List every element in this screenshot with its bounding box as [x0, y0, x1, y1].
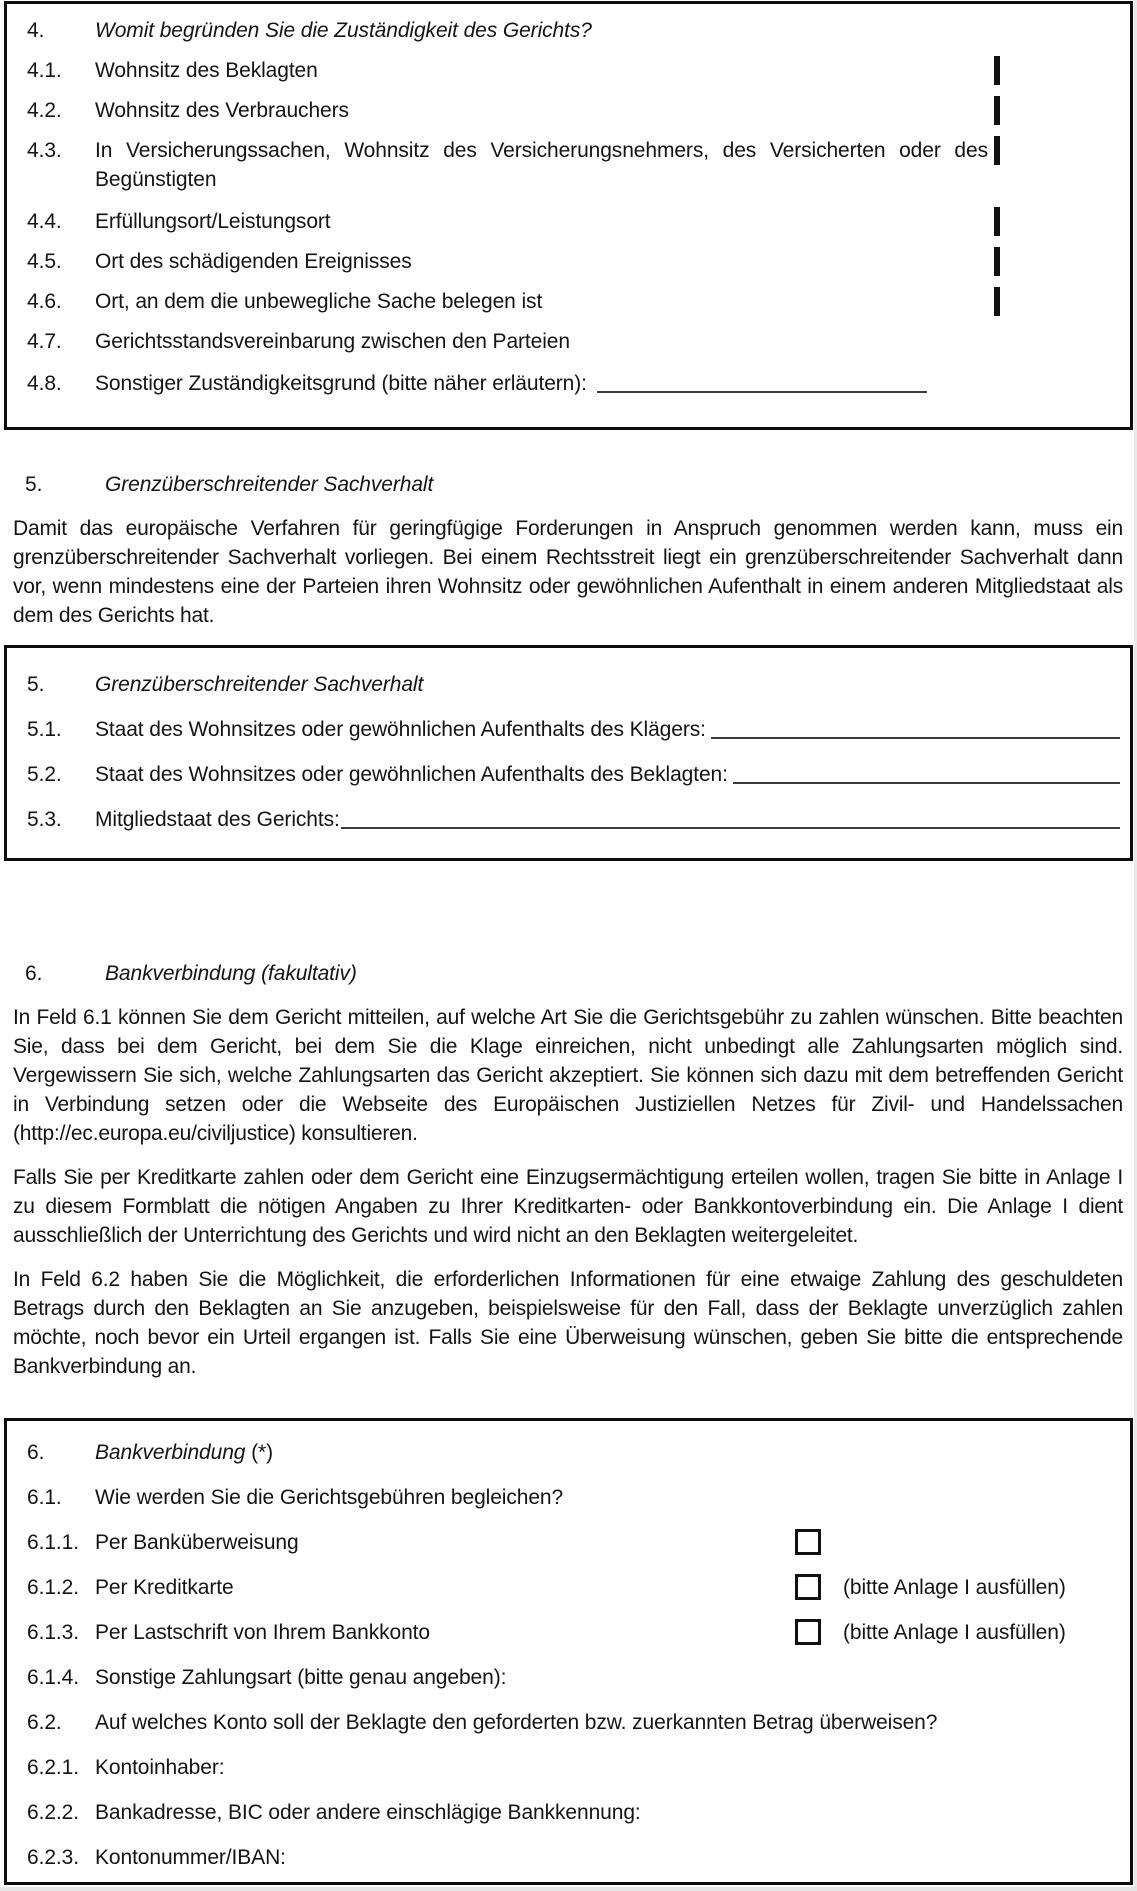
item-number: 4.8.	[27, 372, 62, 395]
row-5-1	[27, 715, 1120, 744]
item-annotation: (bitte Anlage I ausfüllen)	[843, 1576, 1066, 1599]
item-number: 5.3.	[27, 808, 62, 831]
row-6-1-1	[27, 1528, 1116, 1557]
section-4-number: 4.	[27, 19, 45, 42]
input-line-5-1[interactable]	[711, 737, 1120, 739]
row-6-2-1	[27, 1753, 1116, 1782]
row-6-2-3	[27, 1843, 1116, 1872]
item-label: Erfüllungsort/Leistungsort	[95, 210, 331, 233]
row-4-1	[27, 56, 1116, 85]
section-6-box-heading	[27, 1438, 1116, 1467]
section-4-heading	[27, 16, 1116, 45]
section-6-intro	[13, 959, 1123, 1381]
checkbox-4-6[interactable]	[994, 287, 1000, 316]
section-5-title: Grenzüberschreitender Sachverhalt	[105, 473, 434, 496]
item-label: Ort des schädigenden Ereignisses	[95, 250, 412, 273]
item-label: Kontoinhaber:	[95, 1756, 225, 1779]
item-number: 4.2.	[27, 99, 62, 122]
item-number: 4.7.	[27, 330, 62, 353]
row-6-1-4	[27, 1663, 1116, 1692]
item-label: Sonstiger Zuständigkeitsgrund (bitte näher erläutern):	[95, 372, 587, 395]
item-label: Sonstige Zahlungsart (bitte genau angeben):	[95, 1666, 507, 1689]
input-line-4-8[interactable]	[597, 391, 927, 393]
row-4-3	[27, 136, 1116, 194]
checkbox-4-5[interactable]	[994, 247, 1000, 276]
item-number: 4.1.	[27, 59, 62, 82]
section-5-box-title: Grenzüberschreitender Sachverhalt	[95, 673, 424, 696]
row-5-2	[27, 760, 1120, 789]
item-number: 6.1.1.	[27, 1531, 79, 1554]
row-6-1	[27, 1483, 1116, 1512]
checkbox-6-1-2[interactable]	[795, 1574, 821, 1600]
section-5-box-heading	[27, 670, 1120, 699]
section-4-title: Womit begründen Sie die Zuständigkeit des Gerichts?	[95, 19, 592, 42]
section-5-box-number: 5.	[27, 673, 45, 696]
item-label: Gerichtsstandsvereinbarung zwischen den Parteien	[95, 330, 570, 353]
item-label: Wohnsitz des Beklagten	[95, 59, 318, 82]
item-label: In Versicherungssachen, Wohnsitz des Versicherungsnehmers, des Versicherten oder des Begünstigten	[95, 139, 988, 191]
section-6-box-title-suffix: (*)	[251, 1441, 273, 1464]
row-6-2-2	[27, 1798, 1116, 1827]
section-6-paragraph-1: In Feld 6.1 können Sie dem Gericht mitteilen, auf welche Art Sie die Gerichtsgebühr zu zahlen wünschen. Bitte beachten Sie, dass bei dem Gericht, bei dem Sie die Klage einreichen, nicht unbedingt alle Zahlungsarten möglich sind. Vergewissern Sie sich, welche Zahlungsarten das Gericht akzeptiert. Sie können sich dazu mit dem betreffenden Gericht in Verbindung setzen oder die Webseite des Europäischen Justiziellen Netzes für Zivil- und Handelssachen (http://ec.europa.eu/civiljustice) konsultieren.	[13, 1006, 1123, 1145]
scan-edge-bottom	[0, 1887, 1137, 1891]
row-6-1-3	[27, 1618, 1116, 1647]
item-number: 5.2.	[27, 763, 62, 786]
item-number: 6.1.3.	[27, 1621, 79, 1644]
item-label: Auf welches Konto soll der Beklagte den geforderten bzw. zuerkannten Betrag überweisen?	[95, 1711, 938, 1734]
section-5-paragraph: Damit das europäische Verfahren für geringfügige Forderungen in Anspruch genommen werden kann, muss ein grenzüberschreitender Sachverhalt vorliegen. Bei einem Rechtsstreit liegt ein grenzüberschreitender Sachverhalt dann vor, wenn mindestens eine der Parteien ihren Wohnsitz oder gewöhnlichen Aufenthalt in einem anderen Mitgliedstaat als dem des Gerichts hat.	[13, 517, 1123, 627]
checkbox-4-4[interactable]	[994, 207, 1000, 236]
item-number: 4.3.	[27, 139, 62, 162]
item-number: 6.2.2.	[27, 1801, 79, 1824]
section-5-intro	[13, 470, 1123, 630]
item-label: Per Kreditkarte	[95, 1576, 234, 1599]
checkbox-6-1-1[interactable]	[795, 1529, 821, 1555]
item-annotation: (bitte Anlage I ausfüllen)	[843, 1621, 1066, 1644]
item-label: Bankadresse, BIC oder andere einschlägige Bankkennung:	[95, 1801, 641, 1824]
section-6-box	[4, 1418, 1133, 1885]
item-number: 4.5.	[27, 250, 62, 273]
row-6-2	[27, 1708, 1116, 1737]
item-label: Mitgliedstaat des Gerichts:	[95, 808, 340, 831]
row-4-7	[27, 327, 1116, 356]
section-6-box-number: 6.	[27, 1441, 45, 1464]
item-number: 4.4.	[27, 210, 62, 233]
item-number: 6.2.3.	[27, 1846, 79, 1869]
item-label: Wie werden Sie die Gerichtsgebühren begleichen?	[95, 1486, 564, 1509]
item-number: 6.1.2.	[27, 1576, 79, 1599]
checkbox-4-1[interactable]	[994, 56, 1000, 85]
checkbox-4-3[interactable]	[994, 136, 1000, 165]
section-6-paragraph-3: In Feld 6.2 haben Sie die Möglichkeit, die erforderlichen Informationen für eine etwaige Zahlung des geschuldeten Betrags durch den Beklagten an Sie anzugeben, beispielsweise für den Fall, dass der Beklagte unverzüglich zahlen möchte, noch bevor ein Urteil ergangen ist. Falls Sie eine Überweisung wünschen, geben Sie bitte die entsprechende Bankverbindung an.	[13, 1268, 1123, 1378]
row-4-2	[27, 96, 1116, 125]
section-5-intro-heading	[25, 470, 1123, 499]
item-label: Ort, an dem die unbewegliche Sache belegen ist	[95, 290, 543, 313]
row-5-3	[27, 805, 1120, 834]
row-4-4	[27, 207, 1116, 236]
row-4-5	[27, 247, 1116, 276]
item-label: Per Banküberweisung	[95, 1531, 299, 1554]
item-number: 6.1.4.	[27, 1666, 79, 1689]
section-6-intro-heading	[25, 959, 1123, 988]
section-6-title: Bankverbindung (fakultativ)	[105, 962, 357, 985]
checkbox-4-2[interactable]	[994, 96, 1000, 125]
section-6-box-title: Bankverbindung	[95, 1441, 246, 1464]
item-number: 5.1.	[27, 718, 62, 741]
row-4-8	[27, 369, 1116, 398]
section-6-paragraph-2: Falls Sie per Kreditkarte zahlen oder dem Gericht eine Einzugsermächtigung erteilen wollen, tragen Sie bitte in Anlage I zu diesem Formblatt die nötigen Angaben zu Ihrer Kreditkarten- oder Bankkontoverbindung ein. Die Anlage I dient ausschließlich der Unterrichtung des Gerichts und wird nicht an den Beklagten weitergeleitet.	[13, 1166, 1123, 1247]
item-number: 6.2.	[27, 1711, 62, 1734]
input-line-5-3[interactable]	[341, 827, 1120, 829]
item-label: Wohnsitz des Verbrauchers	[95, 99, 349, 122]
item-label: Per Lastschrift von Ihrem Bankkonto	[95, 1621, 430, 1644]
section-6-number: 6.	[25, 962, 43, 985]
item-label: Staat des Wohnsitzes oder gewöhnlichen Aufenthalts des Klägers:	[95, 718, 706, 741]
section-5-number: 5.	[25, 473, 43, 496]
section-5-box	[4, 645, 1133, 861]
row-6-1-2	[27, 1573, 1116, 1602]
item-label: Kontonummer/IBAN:	[95, 1846, 286, 1869]
section-4-box	[4, 1, 1133, 430]
item-number: 4.6.	[27, 290, 62, 313]
input-line-5-2[interactable]	[733, 782, 1120, 784]
item-number: 6.2.1.	[27, 1756, 79, 1779]
checkbox-6-1-3[interactable]	[795, 1619, 821, 1645]
row-4-6	[27, 287, 1116, 316]
item-label: Staat des Wohnsitzes oder gewöhnlichen Aufenthalts des Beklagten:	[95, 763, 728, 786]
item-number: 6.1.	[27, 1486, 62, 1509]
